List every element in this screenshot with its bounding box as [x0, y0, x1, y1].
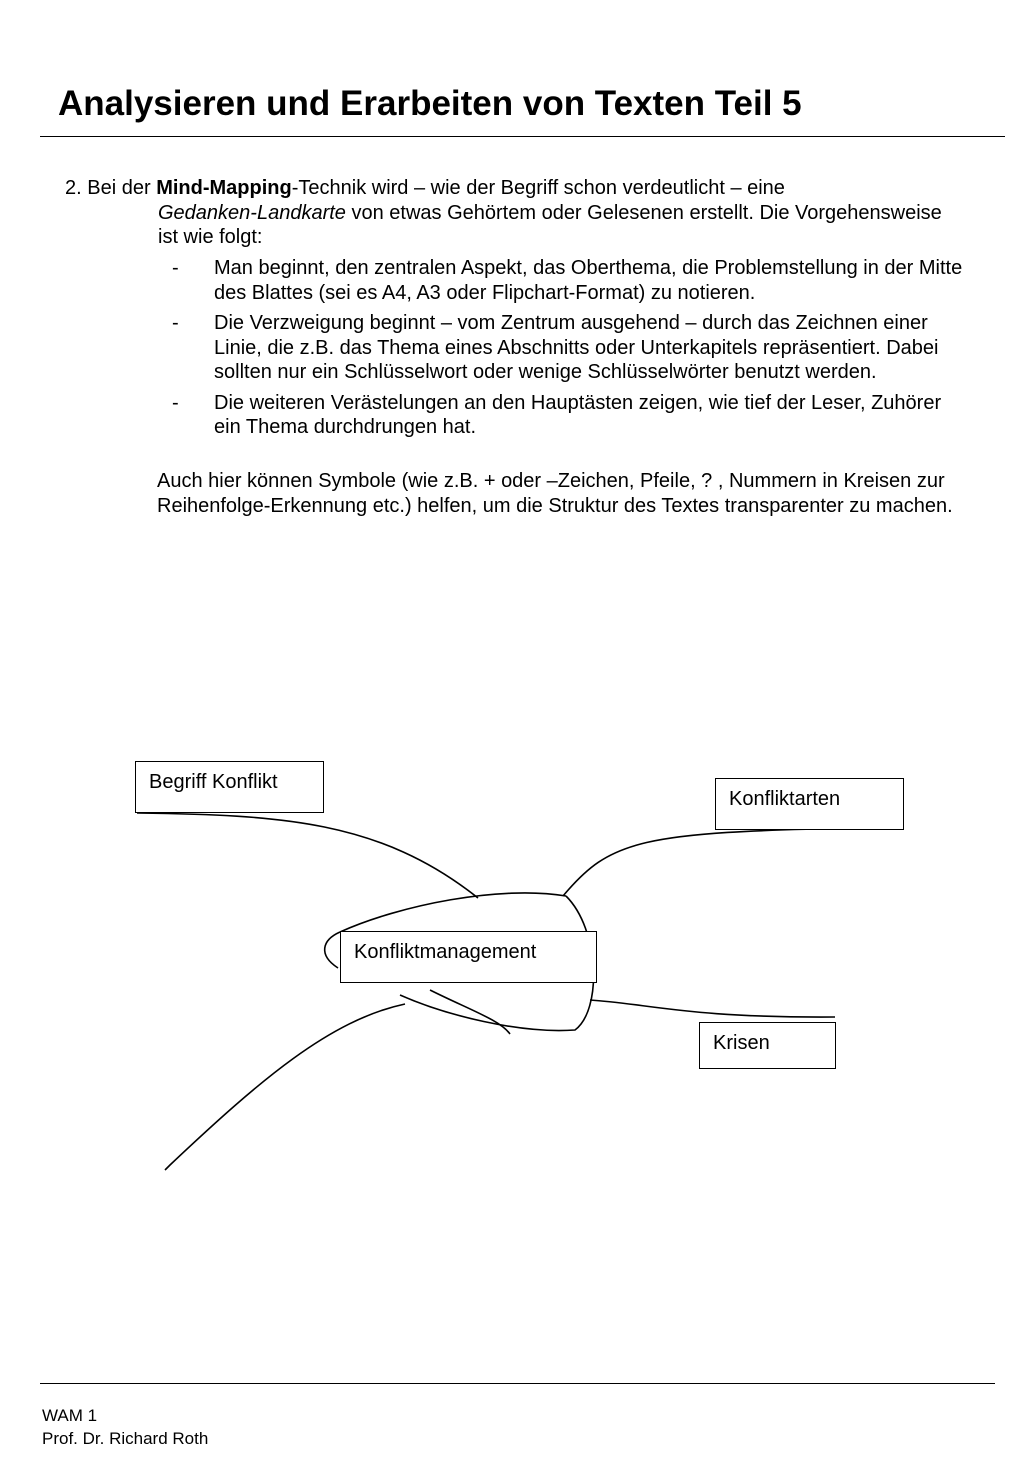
footer-author: Prof. Dr. Richard Roth — [42, 1429, 209, 1448]
list-item-text: Die weiteren Verästelungen an den Hauptästen zeigen, wie tief der Leser, Zuhörer ein Thema durchdrungen hat. — [214, 391, 942, 438]
branch-begriff — [137, 813, 478, 898]
center-loop-left — [325, 932, 340, 968]
list-item — [172, 311, 972, 385]
node-konfliktmanagement: Konfliktmanagement — [340, 931, 597, 983]
intro-italic-term: Gedanken-Landkarte — [158, 201, 346, 224]
branch-lower-left — [165, 1004, 405, 1170]
intro-paragraph — [65, 176, 945, 250]
intro-bold-term: Mind-Mapping — [156, 177, 292, 199]
list-item — [172, 256, 972, 305]
header-divider — [40, 136, 1005, 137]
list-dash: - — [172, 257, 179, 279]
footer-course: WAM 1 — [42, 1406, 98, 1425]
branch-krisen — [590, 1000, 835, 1017]
node-krisen: Krisen — [699, 1022, 836, 1069]
list-item-text: Die Verzweigung beginnt – vom Zentrum ausgehend – durch das Zeichnen einer Linie, die z.B. das Thema eines Abschnitts oder Unterkapitels repräsentiert. Dabei sollten nur ein Schlüsselwort oder wenige Schlüsselwörter benutzt werden. — [214, 312, 939, 383]
center-loop-bottom — [430, 990, 510, 1034]
list-dash: - — [172, 391, 179, 414]
procedure-list — [172, 256, 972, 446]
footer-divider — [40, 1383, 995, 1384]
intro-number: 2. — [65, 177, 82, 199]
intro-text-3: von etwas Gehörtem oder Gelesenen erstellt. Die Vorgehensweise ist wie folgt: — [158, 201, 942, 248]
outro-paragraph: Auch hier können Symbole (wie z.B. + oder –Zeichen, Pfeile, ? , Nummern in Kreisen zur Reihenfolge-Erkennung etc.) helfen, um die Struktur des Textes transparenter zu machen. — [157, 470, 953, 517]
center-loop-top — [340, 893, 566, 932]
page-title: Analysieren und Erarbeiten von Texten Teil 5 — [58, 84, 802, 123]
node-begriff-konflikt: Begriff Konflikt — [135, 761, 324, 813]
node-konfliktarten: Konfliktarten — [715, 778, 904, 830]
list-item-text: Man beginnt, den zentralen Aspekt, das Oberthema, die Problemstellung in der Mitte des Blattes (sei es A4, A3 oder Flipchart-Format) zu notieren. — [214, 257, 963, 304]
intro-text-2: -Technik wird – wie der Begriff schon verdeutlicht – eine — [291, 177, 785, 199]
list-item — [172, 391, 972, 440]
branch-arten — [563, 828, 860, 896]
intro-text-1: Bei der — [87, 177, 157, 199]
list-dash: - — [172, 312, 179, 334]
